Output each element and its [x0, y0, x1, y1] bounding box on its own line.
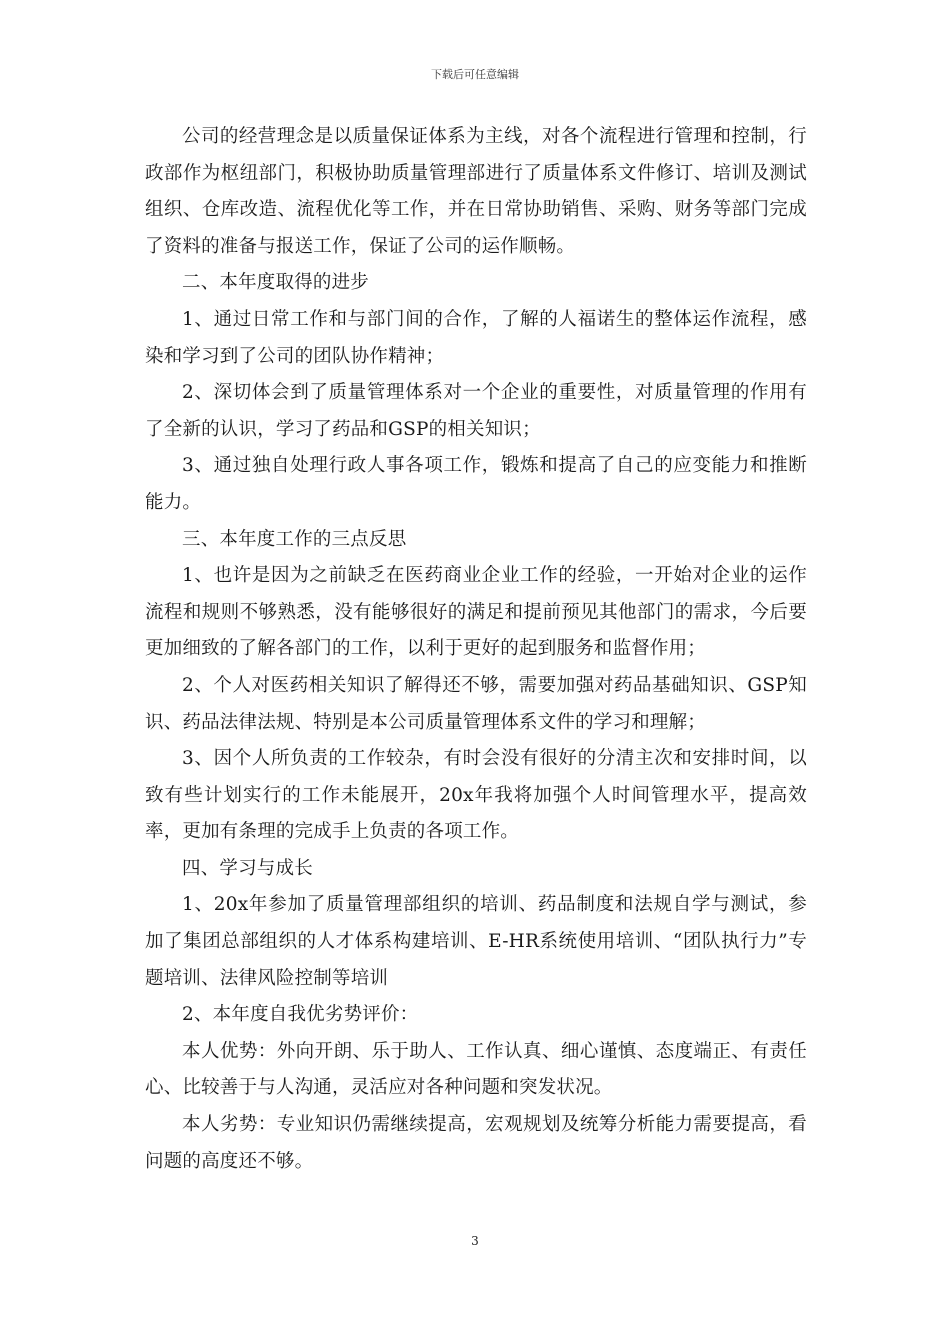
learning-item-2: 2、本年度自我优劣势评价：: [182, 1004, 419, 1026]
progress-item-1: 1、通过日常工作和与部门间的合作，了解的人福诺生的整体运作流程，感染和学习到了公司的团队协作精神；: [145, 308, 807, 367]
document-body: [145, 119, 807, 1180]
progress-item-2: 2、深切体会到了质量管理体系对一个企业的重要性，对质量管理的作用有了全新的认识，学习了药品和GSP的相关知识；: [145, 382, 807, 440]
section-heading-learning: 四、学习与成长: [182, 857, 313, 879]
page-number: 3: [471, 1234, 479, 1248]
learning-item-1: 1、20x年参加了质量管理部组织的培训、药品制度和法规自学与测试，参加了集团总部组织的人才体系构建培训、E-HR系统使用培训、“团队执行力”专题培训、法律风险控制等培训: [145, 894, 807, 989]
reflection-item-1: 1、也许是因为之前缺乏在医药商业企业工作的经验，一开始对企业的运作流程和规则不够熟悉，没有能够很好的满足和提前预见其他部门的需求，今后要更加细致的了解各部门的工作，以利于更好的起到服务和监督作用；: [145, 565, 807, 660]
section-heading-reflections: 三、本年度工作的三点反思: [182, 528, 407, 550]
paragraph-business-philosophy: 公司的经营理念是以质量保证体系为主线，对各个流程进行管理和控制，行政部作为枢纽部门，积极协助质量管理部进行了质量体系文件修订、培训及测试组织、仓库改造、流程优化等工作，并在日常协助销售、采购、财务等部门完成了资料的准备与报送工作，保证了公司的运作顺畅。: [145, 126, 807, 257]
reflection-item-2: 2、个人对医药相关知识了解得还不够，需要加强对药品基础知识、GSP知识、药品法律法规、特别是本公司质量管理体系文件的学习和理解；: [145, 674, 807, 733]
section-heading-progress: 二、本年度取得的进步: [182, 272, 370, 294]
page-header: 下载后可任意编辑: [431, 68, 519, 81]
strengths-paragraph: 本人优势：外向开朗、乐于助人、工作认真、细心谨慎、态度端正、有责任心、比较善于与人沟通，灵活应对各种问题和突发状况。: [145, 1040, 807, 1099]
progress-item-3: 3、通过独自处理行政人事各项工作，锻炼和提高了自己的应变能力和推断能力。: [145, 455, 807, 513]
reflection-item-3: 3、因个人所负责的工作较杂，有时会没有很好的分清主次和安排时间，以致有些计划实行的工作未能展开，20x年我将加强个人时间管理水平，提高效率，更加有条理的完成手上负责的各项工作。: [145, 748, 807, 843]
weaknesses-paragraph: 本人劣势：专业知识仍需继续提高，宏观规划及统筹分析能力需要提高，看问题的高度还不够。: [145, 1114, 807, 1172]
